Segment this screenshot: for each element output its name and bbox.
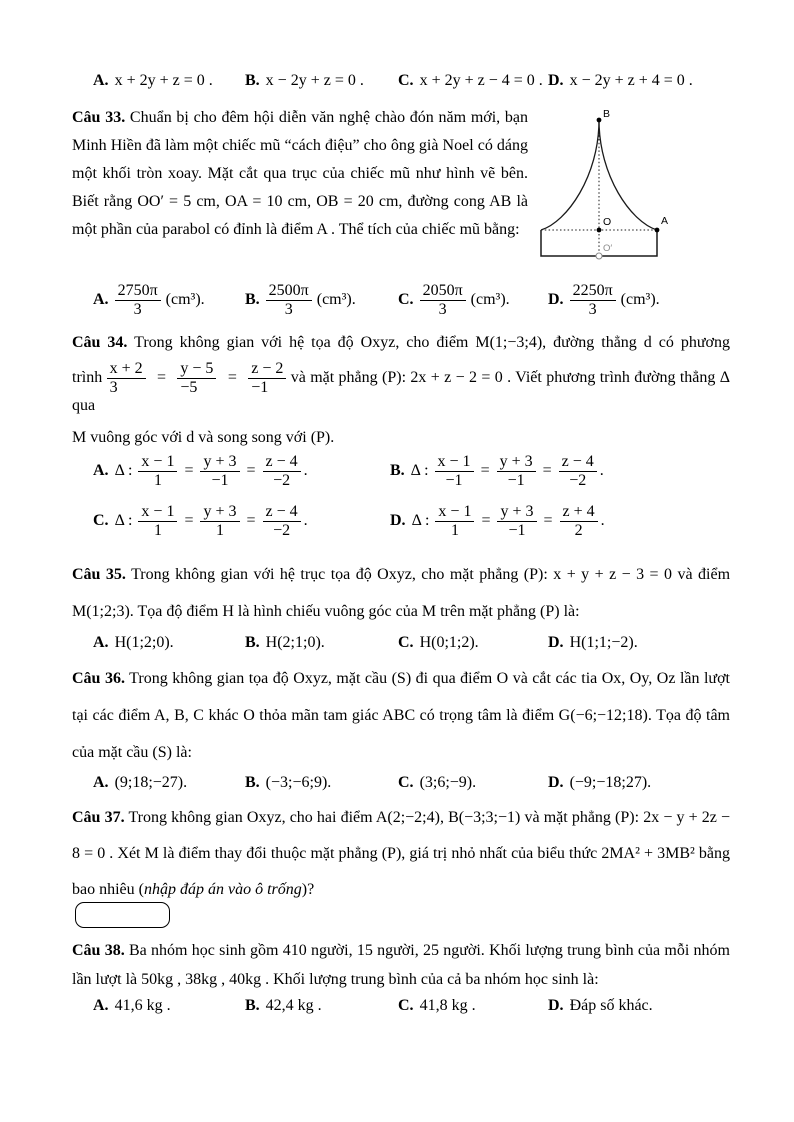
q35-option-a-text: H(1;2;0). [114, 634, 174, 651]
prev-option-c-text: x + 2y + z − 4 = 0 . [419, 72, 543, 89]
question-35-body: Trong không gian với hệ trục tọa độ Oxyz, cho mặt phẳng (P): x + y + z − 3 = 0 và điểm M(1;2;3). Tọa độ điểm H là hình chiếu vuông góc của M trên mặt phẳng (P) là: [72, 566, 731, 620]
q36-option-d-label: D. [548, 774, 564, 791]
q34-c-f3d: −2 [263, 521, 301, 540]
q34-option-c-label: C. [93, 512, 109, 529]
q34-option-a-period: . [303, 462, 308, 479]
q34-eq-f2-den: −5 [177, 378, 216, 397]
q34-eq-f2-num: y − 5 [180, 360, 214, 377]
q35-option-b-text: H(2;1;0). [265, 634, 325, 651]
question-37-body-2: )? [301, 881, 315, 898]
q36-option-a-text: (9;18;−27). [114, 774, 188, 791]
q34-d-f1d: 1 [435, 521, 474, 540]
question-35-options-row [72, 634, 730, 652]
q34-option-d-frac3 [560, 503, 598, 540]
prev-option-b-label: B. [245, 72, 260, 89]
q33-option-c [398, 282, 548, 319]
q33-option-a-denominator: 3 [115, 300, 161, 319]
q38-option-a [93, 997, 245, 1015]
q38-option-c-label: C. [398, 997, 414, 1014]
question-36-options-row [72, 774, 730, 792]
q33-option-c-fraction [420, 282, 466, 319]
q36-option-c-text: (3;6;−9). [419, 774, 477, 791]
question-38-options-row [72, 997, 730, 1015]
q34-option-a-delta: Δ : [114, 462, 133, 479]
q35-option-d-text: H(1;1;−2). [569, 634, 638, 651]
q36-option-a-label: A. [93, 774, 109, 791]
q33-option-d [548, 282, 730, 319]
question-38-number: Câu 38. [72, 942, 125, 959]
question-36-number: Câu 36. [72, 670, 125, 687]
q38-option-a-label: A. [93, 997, 109, 1014]
q34-d-f2d: −1 [497, 521, 536, 540]
equals-sign: = [227, 369, 237, 387]
question-33-number: Câu 33. [72, 109, 126, 126]
question-33-text [72, 104, 528, 244]
question-34-line3: M vuông góc với d và song song với (P). [72, 428, 335, 446]
q34-eq-f1-num: x + 2 [109, 360, 143, 377]
equals-sign: = [480, 462, 490, 479]
q34-options-row-2 [72, 496, 730, 546]
question-35-number: Câu 35. [72, 566, 126, 583]
q34-option-c-delta: Δ : [114, 512, 133, 529]
q34-b-f3d: −2 [559, 471, 597, 490]
q38-option-d [548, 997, 730, 1015]
q34-option-a-label: A. [93, 462, 109, 479]
q35-option-c-text: H(0;1;2). [419, 634, 479, 651]
q34-option-b [390, 453, 730, 490]
q34-option-d-delta: Δ : [411, 512, 430, 529]
q34-option-d-period: . [600, 512, 605, 529]
q33-option-c-numerator: 2050π [422, 281, 463, 299]
q35-option-b-label: B. [245, 634, 260, 651]
figure-left-parabola-curve [541, 120, 599, 230]
q34-eq-fraction-3 [248, 360, 286, 397]
q33-option-a-numerator: 2750π [117, 281, 158, 299]
q33-option-b-fraction [266, 282, 312, 319]
equals-sign: = [542, 462, 552, 479]
q34-option-c [93, 503, 390, 540]
question-38-body: Ba nhóm học sinh gồm 410 người, 15 người, 25 người. Khối lượng trung bình của mỗi nhóm lần lượt là 50kg , 38kg , 40kg . Khối lượng trung bình của cả ba nhóm học sinh là: [72, 942, 730, 988]
q34-option-b-period: . [599, 462, 604, 479]
prev-option-c-label: C. [398, 72, 414, 89]
q36-option-d-text: (−9;−18;27). [569, 774, 652, 791]
q34-d-f1n: x − 1 [438, 502, 472, 520]
question-37 [72, 800, 730, 908]
q36-option-b-label: B. [245, 774, 260, 791]
q34-b-f3n: z − 4 [561, 452, 594, 470]
point-b-dot [597, 118, 602, 123]
q33-option-a-label: A. [93, 291, 109, 308]
point-a-dot [655, 228, 660, 233]
q33-option-d-unit: (cm³). [620, 291, 660, 308]
q36-option-d [548, 774, 730, 792]
q33-option-b-denominator: 3 [266, 300, 312, 319]
prev-option-a [93, 72, 245, 90]
prev-option-d-text: x − 2y + z + 4 = 0 . [569, 72, 693, 89]
prev-option-d-label: D. [548, 72, 564, 89]
q38-option-b [245, 997, 398, 1015]
q34-option-d-frac2 [497, 503, 536, 540]
q38-option-d-label: D. [548, 997, 564, 1014]
q38-option-b-text: 42,4 kg . [265, 997, 322, 1014]
question-36 [72, 660, 730, 792]
point-a-label: A [661, 215, 669, 227]
question-34-options [72, 446, 730, 546]
q34-option-a-frac3 [263, 453, 301, 490]
prev-option-b-text: x − 2y + z = 0 . [265, 72, 364, 89]
q34-c-f2n: y + 3 [203, 502, 237, 520]
q34-option-a-frac2 [200, 453, 239, 490]
q38-option-c-text: 41,8 kg . [419, 997, 476, 1014]
q33-option-b [245, 282, 398, 319]
question-33 [72, 104, 528, 244]
point-o-prime-dot [596, 253, 602, 259]
q34-option-b-frac2 [497, 453, 536, 490]
q35-option-d [548, 634, 730, 652]
q34-option-d-frac1 [435, 503, 474, 540]
q33-option-b-label: B. [245, 291, 260, 308]
q34-b-f2n: y + 3 [499, 452, 533, 470]
q33-option-b-numerator: 2500π [268, 281, 309, 299]
point-o-prime-label: O′ [603, 243, 613, 254]
q34-eq-f3-den: −1 [248, 378, 286, 397]
question-34-number: Câu 34. [72, 334, 128, 351]
question-33-options-row [72, 276, 730, 324]
q34-a-f2n: y + 3 [203, 452, 237, 470]
q36-option-c-label: C. [398, 774, 414, 791]
equals-sign: = [246, 512, 256, 529]
q34-option-b-delta: Δ : [410, 462, 429, 479]
q33-option-c-denominator: 3 [420, 300, 466, 319]
question-34-line2-suffix: và mặt phẳng (P): 2x + z − 2 = 0 . Viết phương trình đường thẳng Δ qua [72, 369, 731, 414]
q33-option-a [93, 282, 245, 319]
question-35 [72, 556, 730, 652]
prev-option-b [245, 72, 398, 90]
q34-b-f2d: −1 [497, 471, 536, 490]
q34-b-f1d: −1 [435, 471, 474, 490]
question-37-text [72, 800, 730, 908]
question-35-text [72, 556, 730, 630]
q36-option-c [398, 774, 548, 792]
question-33-body: Chuẩn bị cho đêm hội diễn văn nghệ chào đón năm mới, bạn Minh Hiền đã làm một chiếc mũ “cách điệu” cho ông già Noel có dáng một khối tròn xoay. Mặt cắt qua trục của chiếc mũ như hình vẽ bên. Biết rằng OO′ = 5 cm, OA = 10 cm, OB = 20 cm, đường cong AB là một phần của parabol có đỉnh là điểm A . Thể tích của chiếc mũ bằng: [72, 109, 528, 238]
q34-eq-f1-den: 3 [107, 378, 146, 397]
q35-option-c [398, 634, 548, 652]
q34-option-b-frac1 [435, 453, 474, 490]
q35-option-c-label: C. [398, 634, 414, 651]
q36-option-b [245, 774, 398, 792]
q34-a-f3n: z − 4 [265, 452, 298, 470]
q34-a-f1d: 1 [138, 471, 177, 490]
hat-cross-section-figure [533, 106, 685, 264]
point-o-dot [597, 228, 602, 233]
equals-sign: = [157, 369, 167, 387]
figure-right-parabola-curve [599, 120, 657, 230]
q34-eq-f3-num: z − 2 [251, 360, 284, 377]
equals-sign: = [184, 462, 194, 479]
point-o-label: O [603, 216, 612, 228]
prev-option-a-label: A. [93, 72, 109, 89]
q34-option-d-label: D. [390, 512, 406, 529]
equals-sign: = [543, 512, 553, 529]
q33-option-d-label: D. [548, 291, 564, 308]
q38-option-c [398, 997, 548, 1015]
answer-input-box[interactable] [75, 902, 170, 928]
equals-sign: = [184, 512, 194, 529]
q34-option-c-frac1 [138, 503, 177, 540]
q35-option-a [93, 634, 245, 652]
question-37-body-1: Trong không gian Oxyz, cho hai điểm A(2;−2;4), B(−3;3;−1) và mặt phẳng (P): 2x − y + 2z − 8 = 0 . Xét M là điểm thay đổi thuộc mặt phẳng (P), giá trị nhỏ nhất của biểu thức 2MA² + 3MB² bằng bao nhiêu ( [72, 809, 731, 898]
q34-d-f3n: z + 4 [562, 502, 595, 520]
q33-option-c-unit: (cm³). [470, 291, 510, 308]
question-34-equation-line [72, 360, 730, 415]
q34-options-row-1 [72, 446, 730, 496]
question-38 [72, 936, 730, 1015]
q34-d-f3d: 2 [560, 521, 598, 540]
question-34-line1-text: Trong không gian với hệ tọa độ Oxyz, cho điểm M(1;−3;4), đường thẳng d có phương [134, 334, 730, 351]
q34-a-f1n: x − 1 [141, 452, 175, 470]
q35-option-d-label: D. [548, 634, 564, 651]
prev-option-d [548, 72, 730, 90]
point-b-label: B [603, 108, 611, 120]
question-37-number: Câu 37. [72, 809, 125, 826]
prev-question-options-row [72, 72, 730, 90]
q34-option-c-frac3 [263, 503, 301, 540]
q33-option-c-label: C. [398, 291, 414, 308]
q34-b-f1n: x − 1 [437, 452, 471, 470]
q36-option-a [93, 774, 245, 792]
q33-option-d-numerator: 2250π [572, 281, 613, 299]
question-36-body: Trong không gian tọa độ Oxyz, mặt cầu (S) đi qua điểm O và cắt các tia Ox, Oy, Oz lần lượt tại các điểm A, B, C khác O thỏa mãn tam giác ABC có trọng tâm là điểm G(−6;−12;18). Tọa độ tâm của mặt cầu (S) là: [72, 670, 731, 761]
q34-option-d [390, 503, 730, 540]
q34-c-f3n: z − 4 [265, 502, 298, 520]
q33-option-b-unit: (cm³). [316, 291, 356, 308]
q34-c-f1n: x − 1 [141, 502, 175, 520]
q34-d-f2n: y + 3 [500, 502, 534, 520]
equals-sign: = [246, 462, 256, 479]
question-34-line1 [72, 334, 730, 352]
q34-option-c-period: . [303, 512, 308, 529]
q34-c-f1d: 1 [138, 521, 177, 540]
q34-option-c-frac2 [200, 503, 239, 540]
q38-option-a-text: 41,6 kg . [114, 997, 171, 1014]
q34-option-b-frac3 [559, 453, 597, 490]
q34-eq-fraction-1 [107, 360, 146, 397]
q34-option-b-label: B. [390, 462, 405, 479]
q34-eq-fraction-2 [177, 360, 216, 397]
equals-sign: = [481, 512, 491, 529]
question-34-line2-prefix: trình [72, 369, 103, 387]
q33-option-a-unit: (cm³). [165, 291, 205, 308]
q38-option-b-label: B. [245, 997, 260, 1014]
q34-a-f3d: −2 [263, 471, 301, 490]
q34-a-f2d: −1 [200, 471, 239, 490]
q34-option-a-frac1 [138, 453, 177, 490]
q33-option-d-fraction [570, 282, 616, 319]
q38-option-d-text: Đáp số khác. [569, 997, 653, 1014]
question-37-italic-note: nhập đáp án vào ô trống [143, 881, 302, 898]
q35-option-b [245, 634, 398, 652]
q33-option-a-fraction [115, 282, 161, 319]
prev-option-c [398, 72, 548, 90]
question-34 [72, 334, 730, 447]
q34-c-f2d: 1 [200, 521, 239, 540]
question-36-text [72, 660, 730, 771]
q33-option-d-denominator: 3 [570, 300, 616, 319]
question-38-text [72, 936, 730, 994]
prev-option-a-text: x + 2y + z = 0 . [114, 72, 213, 89]
q35-option-a-label: A. [93, 634, 109, 651]
q36-option-b-text: (−3;−6;9). [265, 774, 332, 791]
q34-option-a [93, 453, 390, 490]
